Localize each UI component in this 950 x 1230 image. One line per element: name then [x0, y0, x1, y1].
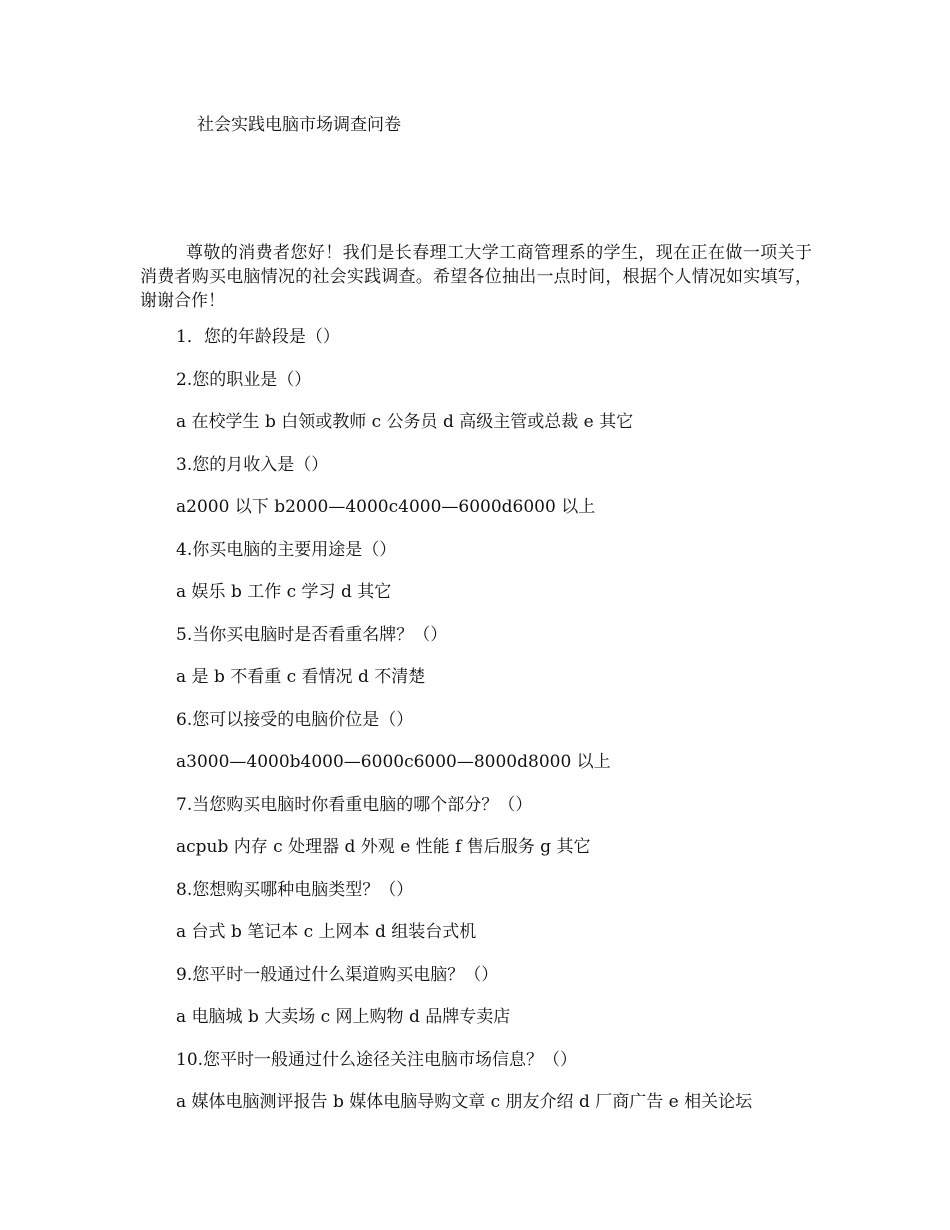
question-6: 6.您可以接受的电脑价位是（） — [176, 709, 414, 730]
question-7-options: acpub 内存 c 处理器 d 外观 e 性能 f 售后服务 g 其它 — [176, 837, 591, 857]
question-8-options: a 台式 b 笔记本 c 上网本 d 组装台式机 — [176, 922, 477, 942]
question-1: 1．您的年龄段是（） — [176, 327, 340, 347]
question-5-options: a 是 b 不看重 c 看情况 d 不清楚 — [176, 667, 426, 687]
question-10: 10.您平时一般通过什么途径关注电脑市场信息？（） — [176, 1049, 578, 1070]
question-9: 9.您平时一般通过什么渠道购买电脑？（） — [176, 964, 499, 985]
question-2-options: a 在校学生 b 白领或教师 c 公务员 d 高级主管或总裁 e 其它 — [176, 412, 634, 432]
question-10-options: a 媒体电脑测评报告 b 媒体电脑导购文章 c 朋友介绍 d 厂商广告 e 相关论坛 — [176, 1092, 753, 1112]
question-4: 4.你买电脑的主要用途是（） — [176, 539, 397, 560]
question-2: 2.您的职业是（） — [176, 369, 312, 390]
question-3: 3.您的月收入是（） — [176, 454, 329, 475]
question-7: 7.当您购买电脑时你看重电脑的哪个部分？（） — [176, 794, 533, 815]
question-9-options: a 电脑城 b 大卖场 c 网上购物 d 品牌专卖店 — [176, 1007, 511, 1027]
question-6-options: a3000—4000b4000—6000c6000—8000d8000 以上 — [176, 752, 611, 772]
intro-paragraph: 尊敬的消费者您好！我们是长春理工大学工商管理系的学生，现在正在做一项关于消费者购买电脑情况的社会实践调查。希望各位抽出一点时间，根据个人情况如实填写，谢谢合作！ — [140, 243, 812, 311]
question-3-options: a2000 以下 b2000—4000c4000—6000d6000 以上 — [176, 497, 596, 517]
question-8: 8.您想购买哪种电脑类型？（） — [176, 879, 414, 900]
question-list — [176, 326, 876, 1134]
document-title: 社会实践电脑市场调查问卷 — [197, 115, 401, 135]
question-4-options: a 娱乐 b 工作 c 学习 d 其它 — [176, 582, 392, 602]
question-5: 5.当你买电脑时是否看重名牌？（） — [176, 624, 448, 645]
